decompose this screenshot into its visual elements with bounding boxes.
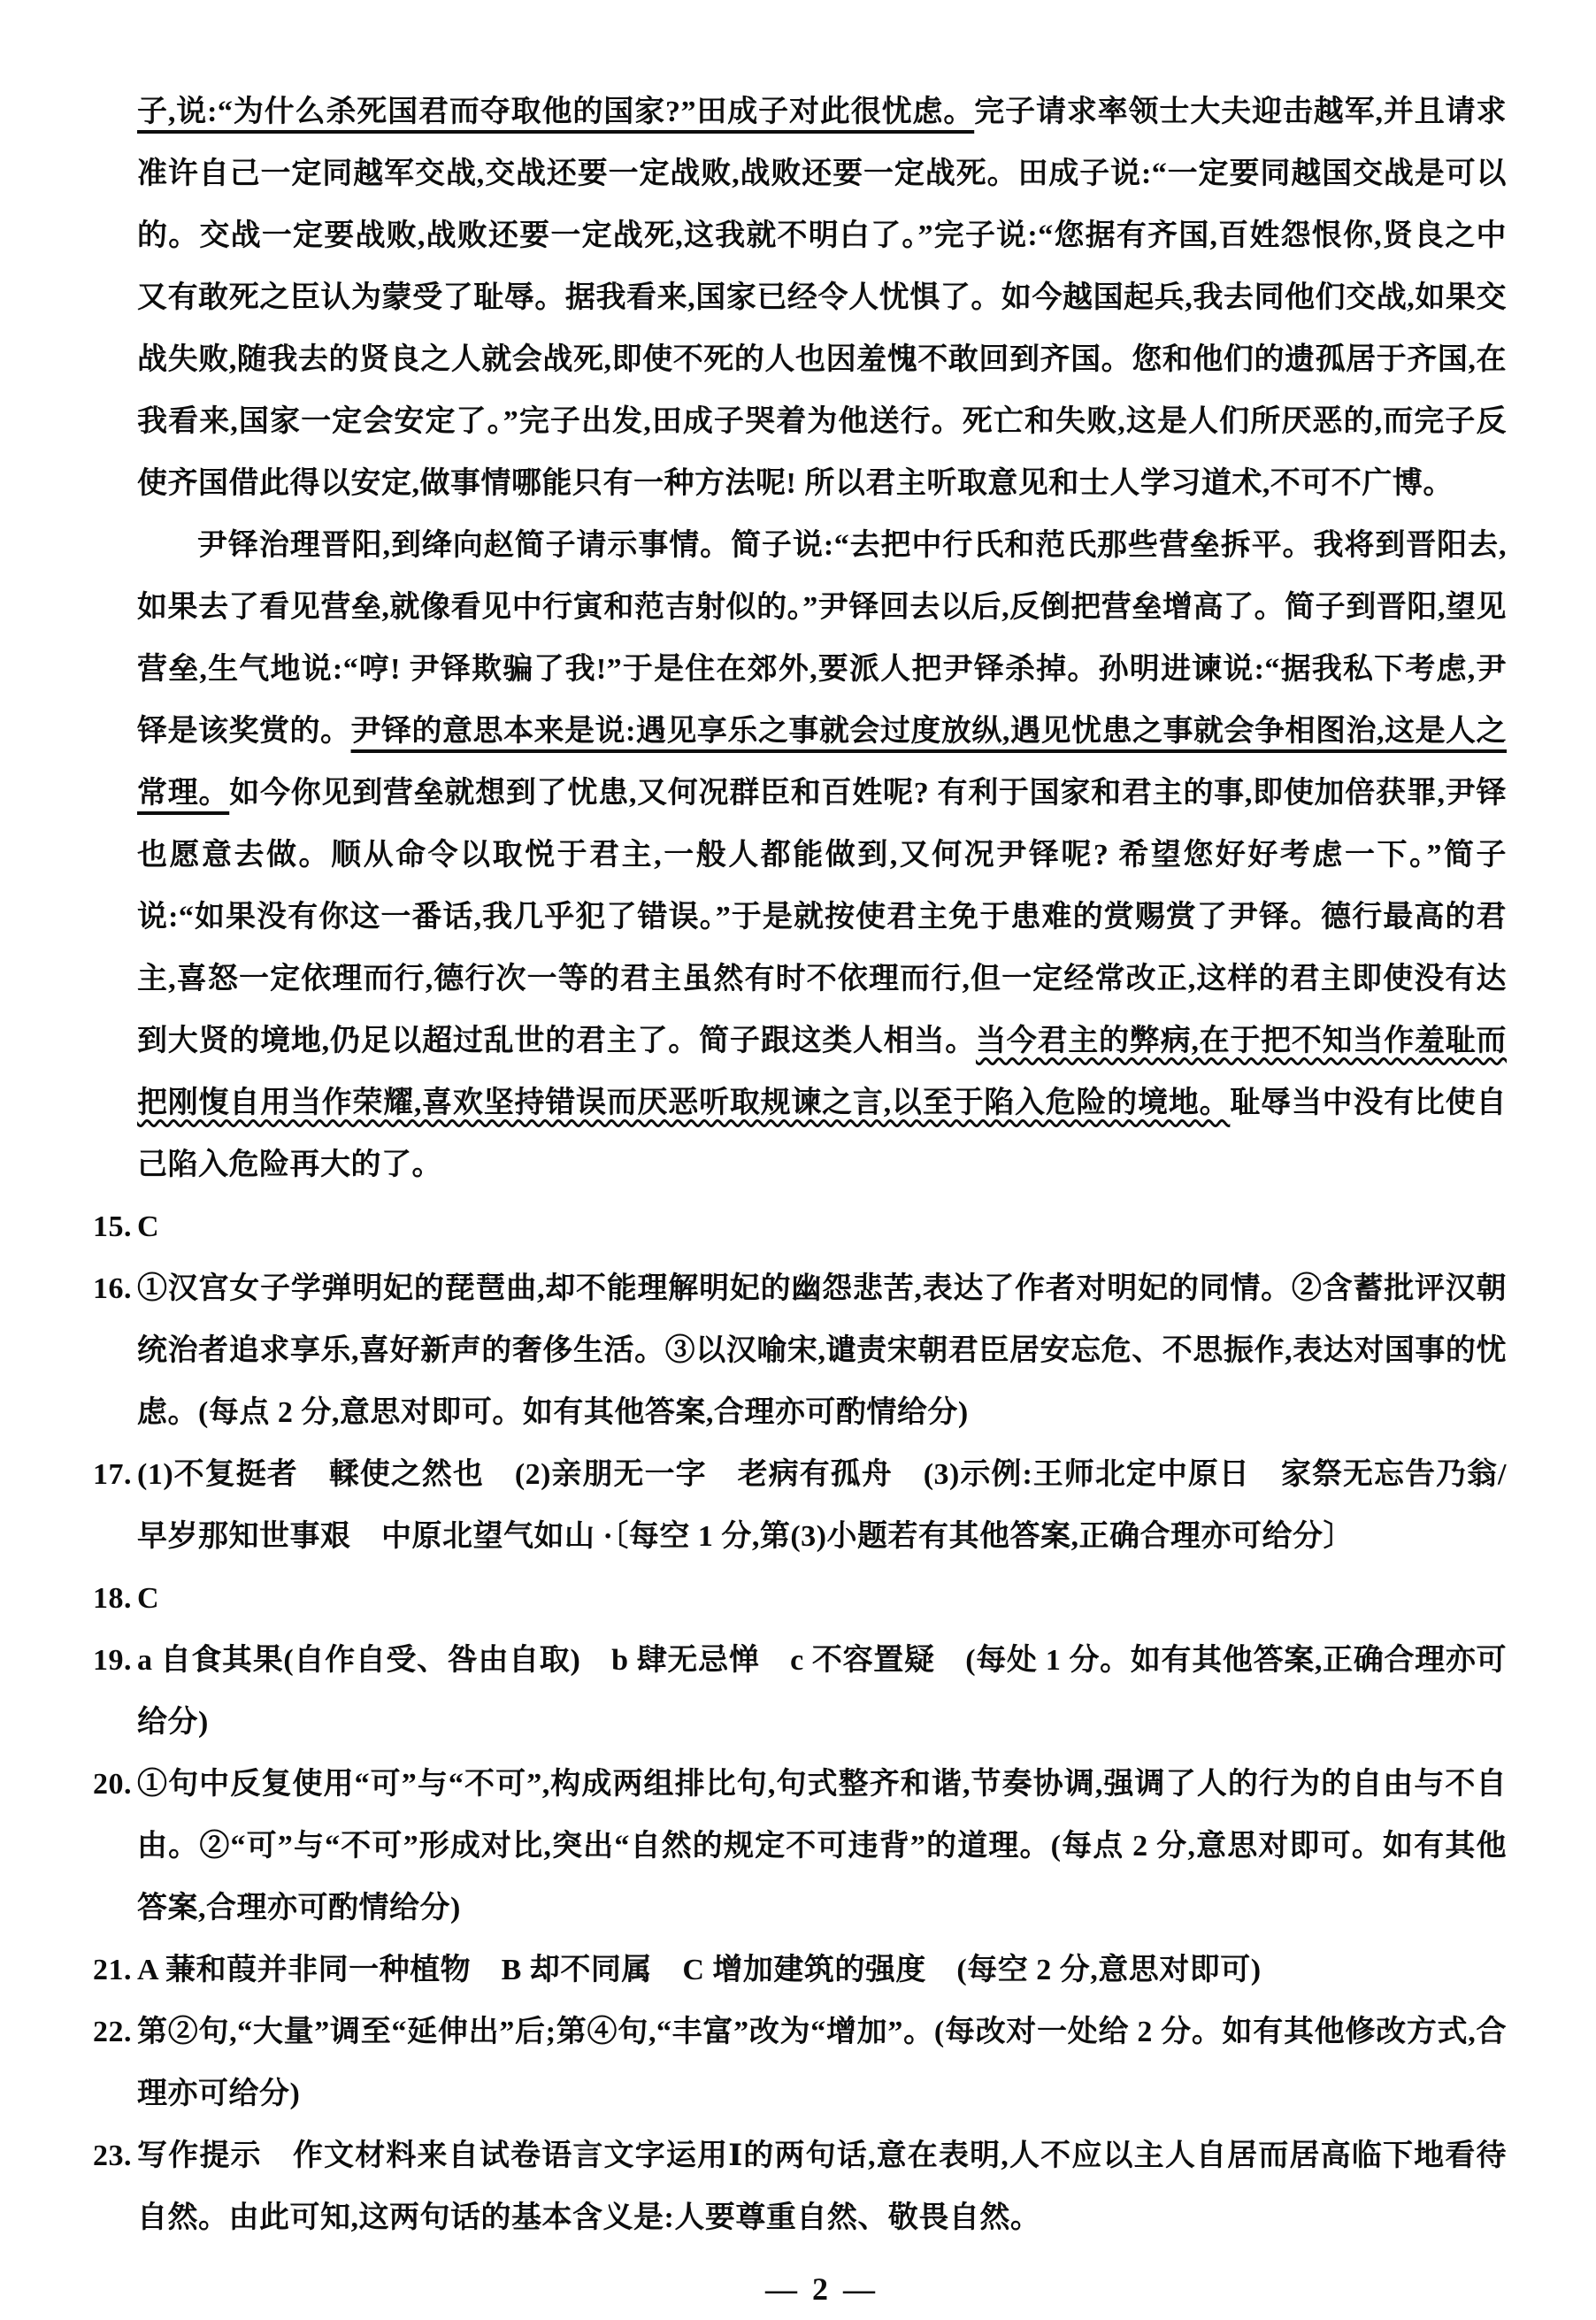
- answer-15-number: 15.: [93, 1210, 132, 1243]
- answer-20-text: ①句中反复使用“可”与“不可”,构成两组排比句,句式整齐和谐,节奏协调,强调了人的行为的自由与不自由。②“可”与“不可”形成对比,突出“自然的规定不可违背”的道理。(每点 2 分,意思对即可。如有其他答案,合理亦可酌情给分): [137, 1768, 1507, 1924]
- answer-23-text: 作文材料来自试卷语言文字运用Ⅰ的两句话,意在表明,人不应以主人自居而居高临下地看待自然。由此可知,这两句话的基本含义是:人要尊重自然、敬畏自然。: [137, 2139, 1508, 2234]
- answer-18-number: 18.: [93, 1582, 132, 1615]
- translation-paragraph-2-part2: 如今你见到营垒就想到了忧患,又何况群臣和百姓呢? 有利于国家和君主的事,即使加倍获罪,尹铎也愿意去做。顺从命令以取悦于君主,一般人都能做到,又何况尹铎呢? 希望您好好考虑一下。”简子说:“如果没有你这一番话,我几乎犯了错误。”于是就按使君主免于患难的赏赐赏了尹铎。德行最高的君主,喜怒一定依理而行,德行次一等的君主虽然有时不依理而行,但一定经常改正,这样的君主即使没有达到大贤的境地,仍足以超过乱世的君主了。简子跟这类人相当。: [137, 777, 1507, 1057]
- answer-19-number: 19.: [93, 1644, 132, 1677]
- answer-23-lead: 写作提示: [137, 2139, 262, 2172]
- page-number: — 2 —: [765, 2271, 879, 2307]
- answer-item-22: [93, 2001, 1507, 2125]
- answer-15-text: C: [137, 1210, 160, 1243]
- translation-paragraph-2: [137, 515, 1507, 1196]
- answer-item-17: [93, 1444, 1507, 1568]
- translation-paragraph-2-part3: 耻辱当中没有比使自己陷入危险再大的了。: [137, 1087, 1508, 1181]
- answer-item-15: [93, 1196, 1507, 1258]
- answer-16-text: ①汉宫女子学弹明妃的琵琶曲,却不能理解明妃的幽怨悲苦,表达了作者对明妃的同情。②含蓄批评汉朝统治者追求享乐,喜好新声的奢侈生活。③以汉喻宋,谴责宋朝君臣居安忘危、不思振作,表达对国事的忧虑。(每点 2 分,意思对即可。如有其他答案,合理亦可酌情给分): [137, 1272, 1507, 1429]
- translation-paragraph-1-text: 完子请求率领士大夫迎击越军,并且请求准许自己一定同越军交战,交战还要一定战败,战败还要一定战死。田成子说:“一定要同越国交战是可以的。交战一定要战败,战败还要一定战死,这我就不明白了。”完子说:“您据有齐国,百姓怨恨你,贤良之中又有敢死之臣认为蒙受了耻辱。据我看来,国家已经令人忧惧了。如今越国起兵,我去同他们交战,如果交战失败,随我去的贤良之人就会战死,即使不死的人也因羞愧不敢回到齐国。您和他们的遗孤居于齐国,在我看来,国家一定会安定了。”完子出发,田成子哭着为他送行。死亡和失败,这是人们所厌恶的,而完子反使齐国借此得以安定,做事情哪能只有一种方法呢! 所以君主听取意见和士人学习道术,不可不广博。: [137, 96, 1508, 500]
- answer-17-text: (1)不复挺者 輮使之然也 (2)亲朋无一字 老病有孤舟 (3)示例:王师北定中原日 家祭无忘告乃翁/早岁那知世事艰 中原北望气如山 ·〔每空 1 分,第(3)小题若有其他答案,正确合理亦可给分〕: [137, 1458, 1507, 1553]
- answer-item-20: [93, 1754, 1507, 1940]
- underlined-passage-1: 子,说:“为什么杀死国君而夺取他的国家?”田成子对此很忧虑。: [137, 96, 975, 128]
- answer-18-text: C: [137, 1582, 160, 1615]
- answer-17-number: 17.: [93, 1458, 132, 1491]
- answer-21-text: A 蒹和葭并非同一种植物 B 却不同属 C 增加建筑的强度 (每空 2 分,意思对即可): [137, 1954, 1262, 1986]
- translation-paragraph-2-part1: 尹铎治理晋阳,到绛向赵简子请示事情。简子说:“去把中行氏和范氏那些营垒拆平。我将到晋阳去,如果去了看见营垒,就像看见中行寅和范吉射似的。”尹铎回去以后,反倒把营垒增高了。简子到晋阳,望见营垒,生气地说:“哼! 尹铎欺骗了我!”于是住在郊外,要派人把尹铎杀掉。孙明进谏说:“据我私下考虑,尹铎是该奖赏的。: [137, 529, 1507, 748]
- translation-paragraph-1: [137, 81, 1507, 515]
- underlined-passage-2: 尹铎的意思本来是说:遇见享乐之事就会过度放纵,遇见忧患之事就会争相图治,这是人之常理。: [137, 715, 1507, 810]
- answer-19-text: a 自食其果(自作自受、咎由自取) b 肆无忌惮 c 不容置疑 (每处 1 分。如有其他答案,正确合理亦可给分): [137, 1644, 1507, 1739]
- answer-16-number: 16.: [93, 1272, 132, 1305]
- answer-23-number: 23.: [93, 2139, 132, 2172]
- answer-20-number: 20.: [93, 1768, 132, 1801]
- answer-22-text: 第②句,“大量”调至“延伸出”后;第④句,“丰富”改为“增加”。(每改对一处给 2 分。如有其他修改方式,合理亦可给分): [137, 2016, 1507, 2110]
- answer-item-21: [93, 1940, 1507, 2001]
- answer-item-19: [93, 1630, 1507, 1754]
- answer-item-23: [93, 2125, 1508, 2249]
- answer-22-number: 22.: [93, 2016, 132, 2048]
- answer-item-16: [93, 1258, 1507, 1444]
- answer-item-18: [93, 1568, 1507, 1630]
- answer-21-number: 21.: [93, 1954, 132, 1986]
- wavy-underlined-passage: 当今君主的弊病,在于把不知当作羞耻而把刚愎自用当作荣耀,喜欢坚持错误而厌恶听取规谏之言,以至于陷入危险的境地。: [137, 1025, 1508, 1119]
